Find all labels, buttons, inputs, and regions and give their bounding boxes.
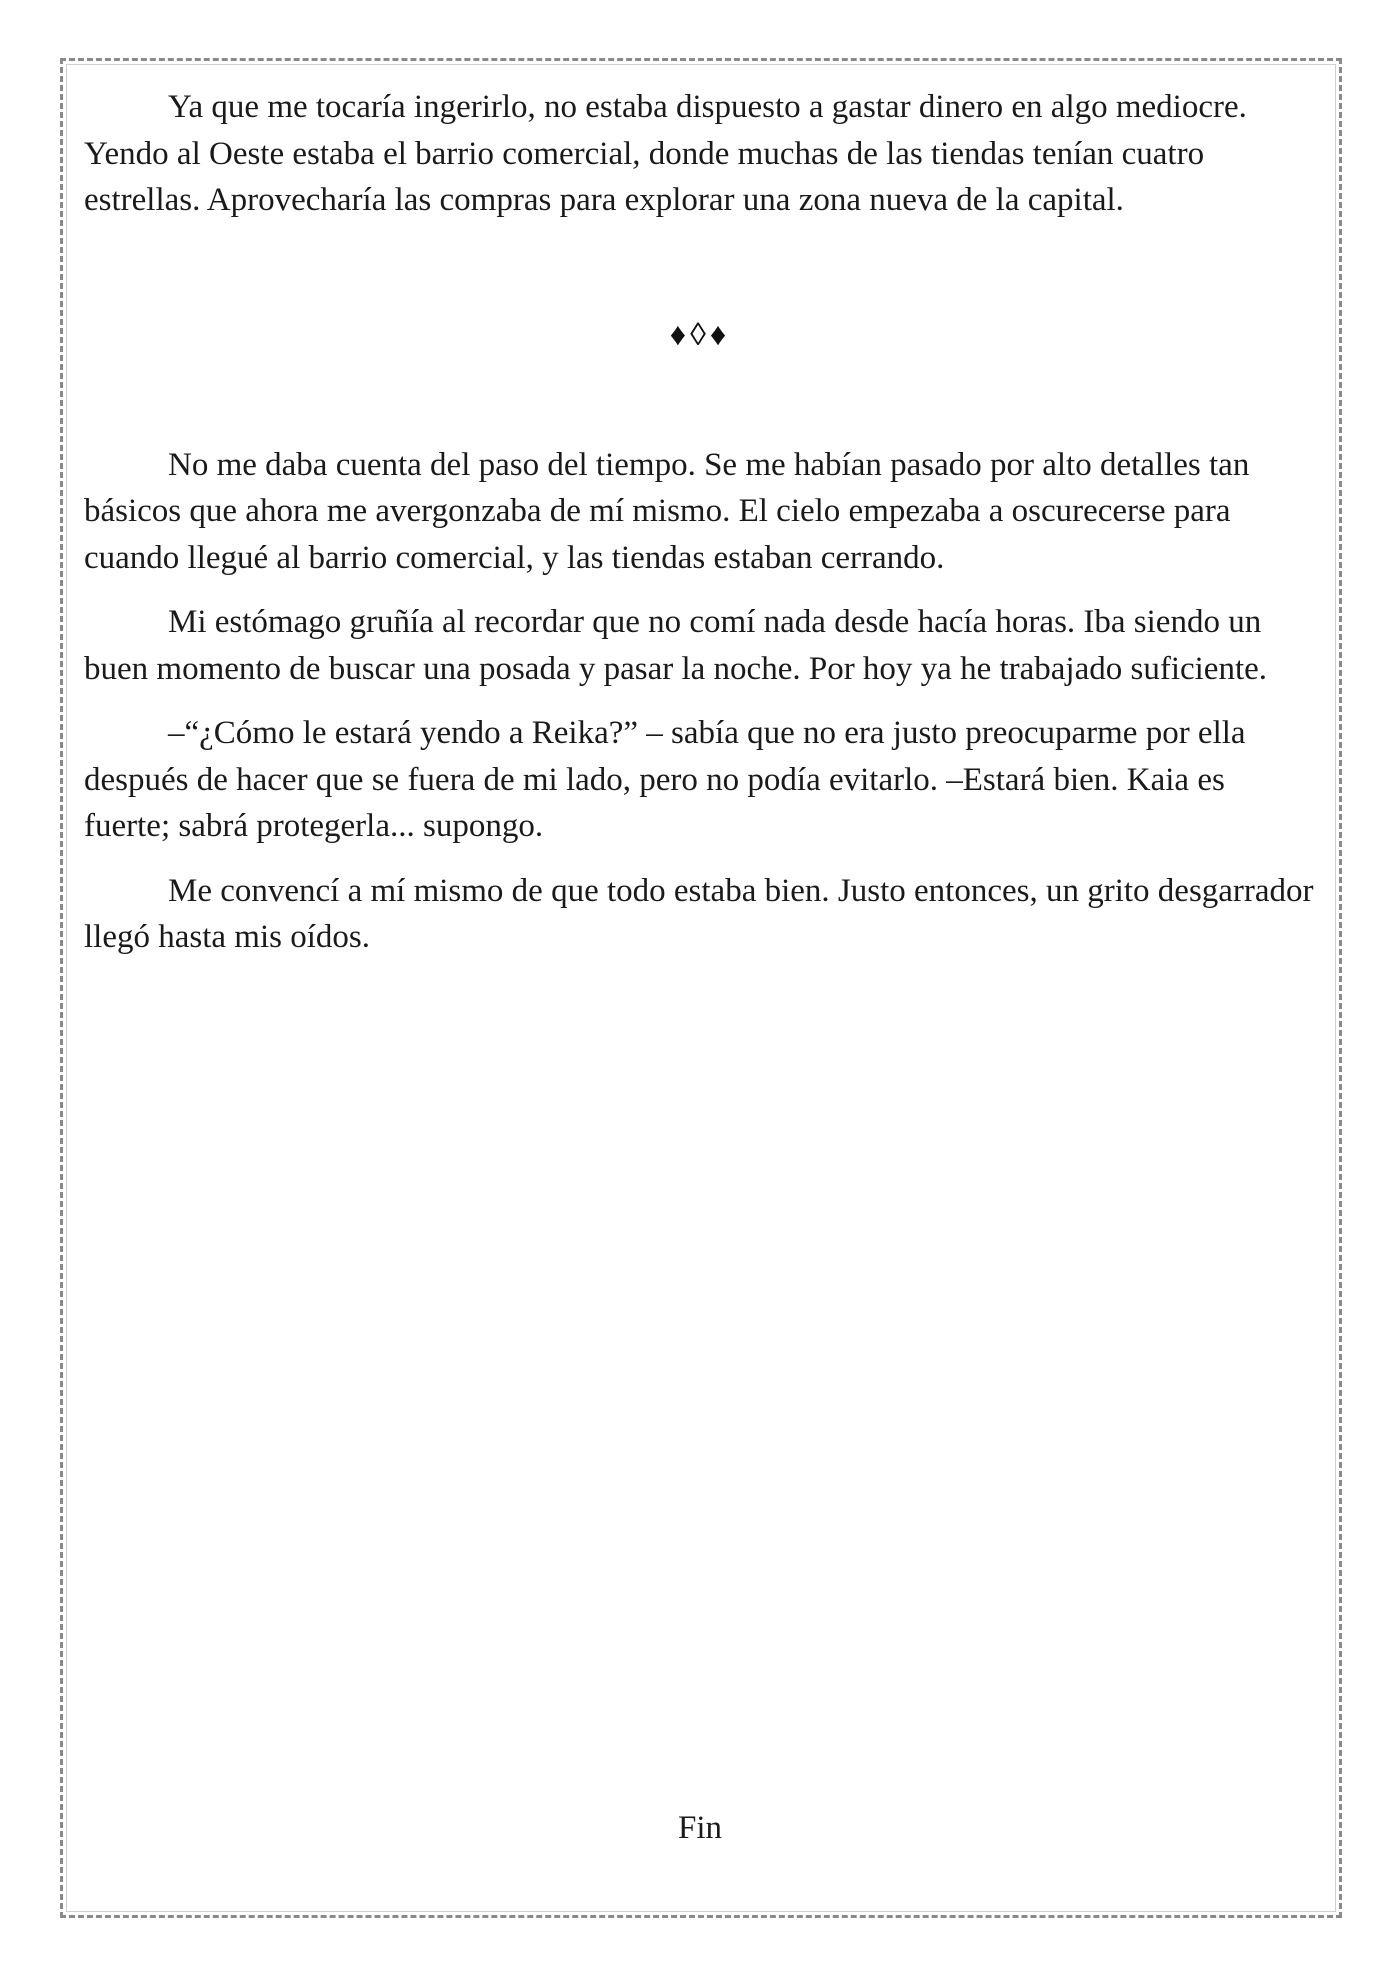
section-separator: ♦◊♦ [669,315,731,352]
document-body [84,84,1316,979]
paragraph-3: Mi estómago gruñía al recordar que no comí nada desde hacía horas. Iba siendo un buen momento de buscar una posada y pasar la noche. Por hoy ya he trabajado suficiente. [84,604,1268,687]
end-label: Fin [677,1810,723,1846]
paragraph-4: –“¿Cómo le estará yendo a Reika?” – sabía que no era justo preocuparme por ella después de hacer que se fuera de mi lado, pero no podía evitarlo. –Estará bien. Kaia es fuerte; sabrá protegerla... supongo. [84,715,1246,844]
paragraph-5: Me convencí a mí mismo de que todo estaba bien. Justo entonces, un grito desgarrador llegó hasta mis oídos. [84,872,1314,955]
paragraph-1: Ya que me tocaría ingerirlo, no estaba dispuesto a gastar dinero en algo mediocre. Yendo al Oeste estaba el barrio comercial, donde muchas de las tiendas tenían cuatro estrellas. Aprovecharía las compras para explorar una zona nueva de la capital. [84,89,1247,218]
paragraph-2: No me daba cuenta del paso del tiempo. Se me habían pasado por alto detalles tan básicos que ahora me avergonzaba de mí mismo. El cielo empezaba a oscurecerse para cuando llegué al barrio comercial, y las tiendas estaban cerrando. [84,446,1250,576]
